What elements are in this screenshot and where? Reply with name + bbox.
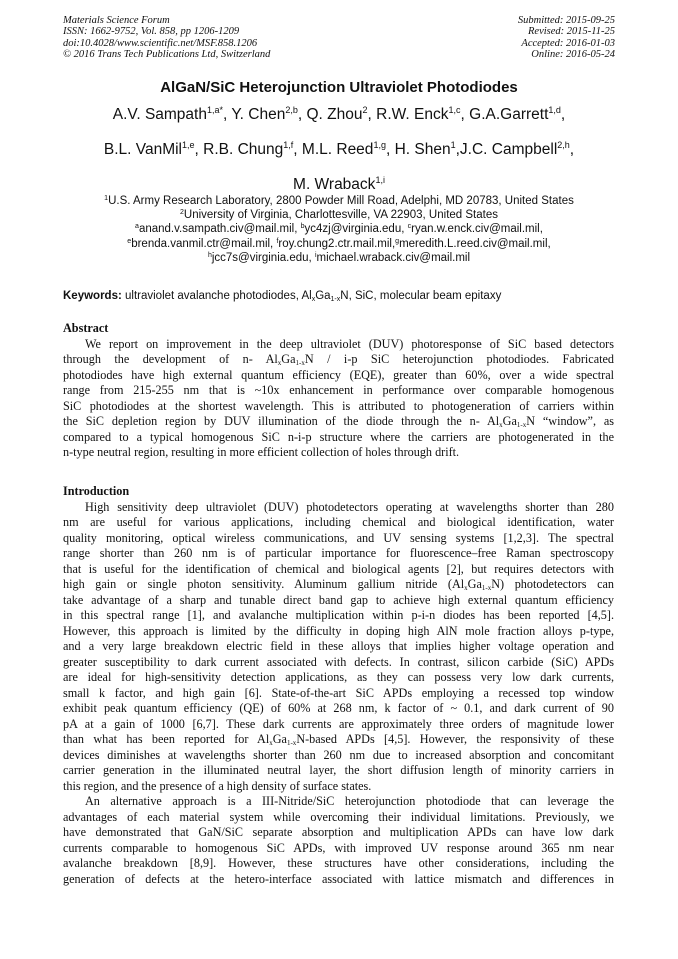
text-line: carrier generation in the illuminated neutral layer, the short diffusion length of minority carriers in bbox=[63, 763, 614, 777]
date-online: Online: 2016-05-24 bbox=[531, 49, 615, 61]
author-sup: 1,i bbox=[375, 175, 385, 185]
author-name: M. Wraback bbox=[293, 176, 376, 193]
author-name: M.L. Reed bbox=[301, 141, 374, 158]
text-line: avalanche breakdown [8,9]. However, these structures have other considerations, including the bbox=[63, 856, 614, 870]
journal-issn: ISSN: 1662-9752, Vol. 858, pp 1206-1209 bbox=[63, 26, 240, 38]
date-revised: Revised: 2015-11-25 bbox=[528, 26, 615, 38]
author-name: R.W. Enck bbox=[376, 106, 449, 123]
author-sup: 1,a* bbox=[206, 105, 223, 115]
text-line: have demonstrated that GaN/SiC separate absorption and multiplication APDs can have low dark bbox=[63, 825, 614, 839]
email-link[interactable]: anand.v.sampath.civ@mail.mil, bbox=[138, 223, 298, 236]
author-name: R.B. Chung bbox=[203, 141, 284, 158]
text-line: than what has been reported for $Al_xGa_{1-x}N$-based APDs [4,5]. However, the responsivity of these bbox=[63, 732, 614, 747]
date-accepted: Accepted: 2016-01-03 bbox=[521, 37, 615, 49]
author-sup: 1,e bbox=[182, 140, 195, 150]
author-sup: 2,b bbox=[285, 105, 298, 115]
author-list bbox=[0, 102, 678, 207]
author-name: B.L. VanMil bbox=[103, 141, 182, 158]
author-sup: 1 bbox=[450, 140, 456, 150]
text-line: are ideal for high-sensitivity detection applications, as they can possess very low dark currents, bbox=[63, 670, 614, 684]
keywords: Keywords: ultraviolet avalanche photodiodes, $Al_xGa_{1-x}N$, SiC, molecular beam epitaxy bbox=[63, 290, 502, 303]
author-sup: 1,g bbox=[373, 140, 386, 150]
introduction-section bbox=[63, 484, 614, 887]
email-link[interactable]: roy.chung2.ctr.mail.mil, bbox=[278, 237, 396, 250]
author-line-1: A.V. Sampath$^{1,a*}$, Y. Chen$^{2,b}$, Q. Zhou$^2$, R.W. Enck$^{1,c}$, G.A.Garrett$^{1,d}$, bbox=[112, 105, 566, 123]
text-line: quality monitoring, optical wireless communications, and UV sensing systems [1,2,3]. The spectral bbox=[63, 530, 614, 545]
email-line-3: $^h$jcc7s@virginia.edu, $^i$michael.wraback.civ@mail.mil bbox=[207, 251, 471, 264]
author-line-2: B.L. VanMil$^{1,e}$, R.B. Chung$^{1,f}$, M.L. Reed$^{1,g}$, H. Shen$^1$,J.C. Campbell$^{2,h}$, bbox=[103, 140, 575, 158]
text-line: generation of defects at the hetero-interface associated with lattice mismatch and differences in bbox=[63, 871, 614, 886]
author-name: Q. Zhou bbox=[306, 106, 363, 123]
text-line: and a very large breakdown electric field in these alloys that implies higher voltage operation and bbox=[63, 639, 614, 653]
paper-title: AlGaN/SiC Heterojunction Ultraviolet Photodiodes bbox=[160, 79, 518, 96]
author-name: Y. Chen bbox=[231, 106, 286, 123]
text-line: pA at a gain of 1000 [6,7]. These dark currents are approximately three orders of magnitude lower bbox=[63, 716, 614, 731]
text-line: this region, and the presence of a high density of surface states. bbox=[63, 778, 372, 793]
text-line: through the development of n- $Al_xGa_{1-x}N / i-p$ SiC heterojunction photodiodes. Fabricated bbox=[63, 352, 614, 367]
date-submitted: Submitted: 2015-09-25 bbox=[517, 15, 615, 26]
email-link[interactable]: yc4zj@virginia.edu, bbox=[304, 223, 405, 236]
email-line-2: $^e$brenda.vanmil.ctr@mail.mil, $^f$roy.chung2.ctr.mail.mil,$^g$meredith.L.reed.civ@mail.mil, bbox=[127, 237, 551, 250]
text-line: compared to a typical homogenous SiC n-i-p structure where the carriers are photogenerated in the bbox=[63, 429, 614, 444]
author-sup: 2,h bbox=[557, 140, 570, 150]
email-link[interactable]: michael.wraback.civ@mail.mil bbox=[316, 251, 471, 264]
author-sup: 2 bbox=[362, 105, 368, 115]
email-link[interactable]: meredith.L.reed.civ@mail.mil, bbox=[399, 237, 551, 250]
introduction-heading: Introduction bbox=[63, 484, 130, 498]
journal-header bbox=[63, 15, 270, 61]
abstract-body bbox=[63, 337, 614, 461]
text-line: that is useful for the identification of chemical and biological agents [2], but requires detectors with bbox=[63, 561, 614, 576]
dates-header bbox=[518, 15, 615, 61]
text-line: range shorter than 260 nm is of particular importance for fluorescence–free Raman spectroscopy bbox=[63, 546, 614, 560]
text-line: take advantage of a sharp and tunable direct band gap to achieve high external quantum efficiency bbox=[63, 592, 614, 607]
text-line: High sensitivity deep ultraviolet (DUV) photodetectors operating at wavelengths shorter than 280 bbox=[85, 499, 614, 514]
text-line: n-type neutral region, resulting in more efficient collection of holes through drift. bbox=[63, 445, 460, 459]
text-line: However, this approach is limited by the difficulty in doping high AlN mole fraction alloys p-type, bbox=[63, 623, 614, 638]
text-line: range from 215-255 nm that is ~10x enhancement in performance over comparable homogenous bbox=[63, 383, 614, 397]
author-sup: 1,d bbox=[548, 105, 561, 115]
abstract-section bbox=[63, 321, 614, 461]
email-link[interactable]: ryan.w.enck.civ@mail.mil, bbox=[411, 223, 543, 236]
text-line: advantages of each material system while overcoming their individual limitations. Previously, we bbox=[63, 809, 614, 824]
abstract-heading: Abstract bbox=[63, 321, 109, 335]
author-sup: 1,f bbox=[283, 140, 294, 150]
introduction-body bbox=[63, 500, 614, 888]
text-line: small k factor, and high gain [6]. State-of-the-art SiC APDs employing a recessed top window bbox=[63, 685, 614, 700]
affiliations bbox=[0, 194, 678, 265]
journal-doi: doi:10.4028/www.scientific.net/MSF.858.1206 bbox=[63, 37, 258, 49]
author-name: G.A.Garrett bbox=[469, 106, 549, 123]
email-line-1: $^a$anand.v.sampath.civ@mail.mil, $^b$yc4zj@virginia.edu, $^c$ryan.w.enck.civ@mail.mil, bbox=[135, 223, 543, 236]
text-line: exhibit peak quantum efficiency (QE) of 60% at 268 nm, k factor of ~ 0.1, and dark current of 90 bbox=[63, 701, 614, 715]
author-name: A.V. Sampath bbox=[112, 106, 207, 123]
journal-copyright: © 2016 Trans Tech Publications Ltd, Switzerland bbox=[63, 49, 271, 61]
text-line: high gain or single photon sensitivity. Aluminum gallium nitride $(Al_xGa_{1-x}N)$ photodetectors can bbox=[63, 577, 614, 592]
text-line: SiC photodiodes at the shortest wavelength. This is attributed to photogeneration of carriers within bbox=[63, 398, 614, 413]
text-line: currents comparable to homogenous SiC APDs, with improved UV response around 365 nm near bbox=[63, 840, 614, 855]
text-line: greater susceptibility to dark current associated with defects. In contrast, silicon carbide (SiC) APDs bbox=[63, 654, 614, 669]
affiliation-2: $^2$University of Virginia, Charlottesville, VA 22903, United States bbox=[180, 209, 498, 222]
author-name: H. Shen bbox=[394, 141, 451, 158]
author-sup: 1,c bbox=[448, 105, 461, 115]
text-line: in this spectral range [1], and avalanche multiplication within p-i-n diodes has been reported [4,5]. bbox=[63, 608, 614, 622]
text-line: devices diminishes at wavelengths shorter than 260 nm due to increased absorption and concomitant bbox=[63, 747, 614, 762]
keywords-label: Keywords: bbox=[63, 290, 122, 302]
email-link[interactable]: jcc7s@virginia.edu, bbox=[211, 251, 312, 264]
author-name: J.C. Campbell bbox=[459, 141, 558, 158]
journal-name: Materials Science Forum bbox=[63, 15, 170, 26]
text-line: We report on improvement in the deep ultraviolet (DUV) photoresponse of SiC based detectors bbox=[85, 336, 614, 351]
text-line: nm are useful for various applications, including chemical and biological identification, water bbox=[63, 515, 614, 529]
affiliation-1: $^1$U.S. Army Research Laboratory, 2800 Powder Mill Road, Adelphi, MD 20783, United States bbox=[104, 195, 574, 207]
text-line: An alternative approach is a III-Nitride/SiC heterojunction photodiode that can leverage the bbox=[85, 794, 614, 808]
text-line: the SiC depletion region by DUV illumination of the diode through the n- $Al_xGa_{1-x}N$ “window”, as bbox=[63, 414, 614, 429]
email-link[interactable]: brenda.vanmil.ctr@mail.mil, bbox=[131, 237, 274, 250]
text-line: photodiodes have high external quantum efficiency (EQE), greater than 60%, over a wide spectral bbox=[63, 367, 614, 382]
